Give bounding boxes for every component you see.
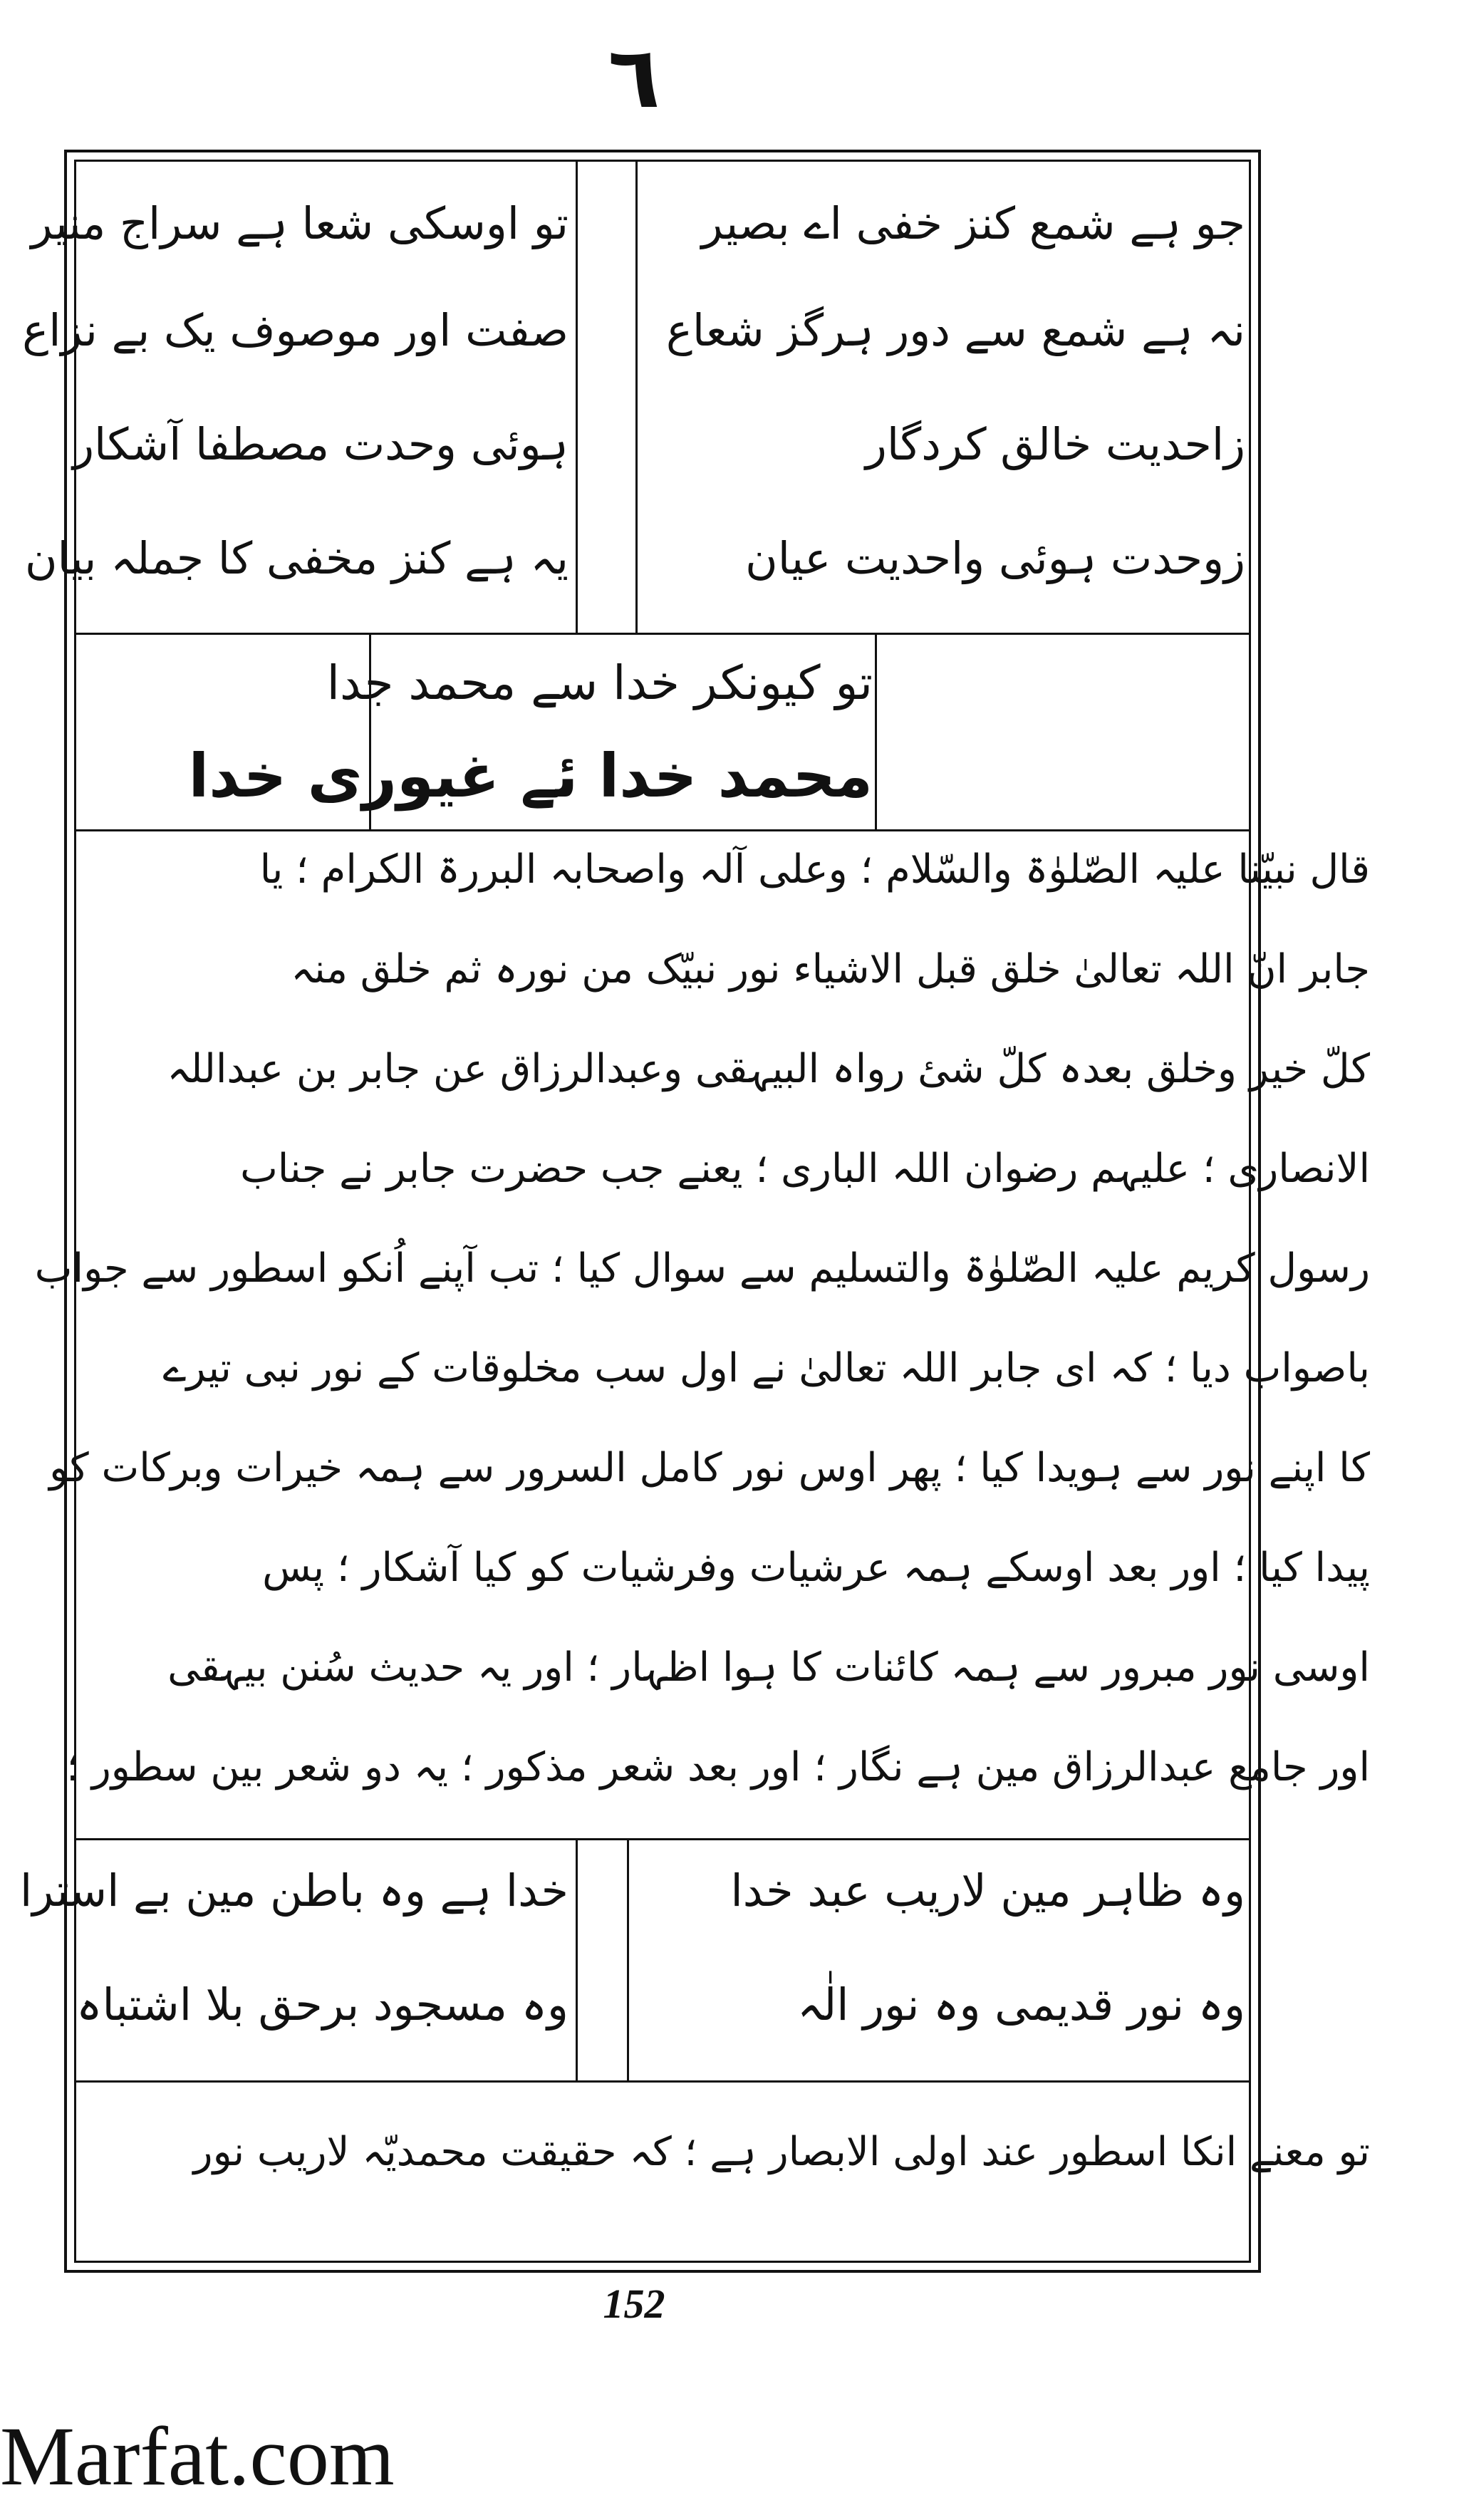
- column-divider-right: [635, 160, 638, 633]
- verse-line: ہوئی وحدت مصطفا آشکار: [73, 418, 568, 470]
- prose-line: اوسی نور مبرور سے ہمہ کائنات کا ہوا اظہار ؛ اور یہ حدیث سُنن بیہقی: [167, 1644, 1370, 1691]
- verse-line: جو ہے شمع کنز خفی اے بصیر: [701, 197, 1245, 249]
- prose-line: الانصاری ؛ علیہم رضوان اللہ الباری ؛ یعنے جب حضرت جابر نے جناب: [240, 1146, 1370, 1192]
- prose-line: جابر انّ اللہ تعالیٰ خلق قبل الاشیاء نور نبیّک من نورہ ثم خلق منہ: [291, 946, 1370, 992]
- verse-line: زاحدیت خالق کردگار: [865, 418, 1245, 470]
- prose-line: پیدا کیا ؛ اور بعد اوسکے ہمہ عرشیات وفرشیات کو کیا آشکار ؛ پس: [262, 1545, 1370, 1591]
- verse-line: وہ نور قدیمی وہ نور الٰہ: [797, 1979, 1245, 2031]
- prose-line: رسول کریم علیہ الصّلوٰۃ والتسلیم سے سوال کیا ؛ تب آپنے اُنکو اسطور سے جواب: [34, 1245, 1370, 1292]
- column-divider-left: [576, 160, 578, 633]
- verse-line: وہ ظاہر مین لاریب عبد خدا: [730, 1865, 1245, 1917]
- section-divider: [74, 1838, 1251, 1840]
- verse-line: زوحدت ہوئی واحدیت عیان: [745, 532, 1245, 584]
- prose-line: قال نبیّنا علیہ الصّلوٰۃ والسّلام ؛ وعلی آلہ واصحابہ البررۃ الکرام ؛ یا: [259, 846, 1370, 893]
- couplet-line-2: محمد خدا ئے غیوری خدا: [188, 741, 873, 811]
- verse-line: صفت اور موصوف یک بے نزاع: [22, 304, 568, 356]
- verse-line: خدا ہے وہ باطن مین بے استرا: [20, 1865, 568, 1917]
- column-divider-right: [627, 1838, 629, 2080]
- section-divider: [74, 2080, 1251, 2083]
- prose-line: کلّ خیر وخلق بعدہ کلّ شیٔ رواہ البیہقی وعبدالرزاق عن جابر بن عبداللہ: [167, 1046, 1370, 1092]
- verse-line: یہ ہے کنز مخفی کا جملہ بیان: [24, 532, 568, 584]
- verse-line: تو اوسکی شعا ہے سراج منیر: [31, 197, 568, 249]
- column-divider-left: [576, 1838, 578, 2080]
- section-divider: [74, 829, 1251, 831]
- verse-line: وہ مسجود برحق بلا اشتباہ: [76, 1979, 568, 2031]
- page-number-bottom: 152: [603, 2281, 665, 2327]
- prose-line: اور جامع عبدالرزاق مین ہے نگار ؛ اور بعد شعر مذکور ؛ یہ دو شعر بین سطور ؛: [66, 1744, 1370, 1790]
- couplet-line-1: تو کیونکر خدا سے محمد جدا: [326, 655, 873, 710]
- prose-line: کا اپنے نور سے ہویدا کیا ؛ پھر اوس نور کامل السرور سے ہمہ خیرات وبرکات کو: [49, 1445, 1370, 1491]
- page-border-inner: [20, 160, 1251, 2263]
- page-number-top: ٦: [608, 28, 660, 128]
- watermark: Marfat.com: [0, 2410, 395, 2503]
- closing-line: تو معنے انکا اسطور عند اولی الابصار ہے ؛ کہ حقیقت محمدیّہ لاریب نور: [193, 2129, 1370, 2175]
- couplet-box-right: [875, 633, 877, 829]
- section-divider: [74, 633, 1251, 635]
- prose-line: باصواب دیا ؛ کہ ای جابر اللہ تعالیٰ نے اول سب مخلوقات کے نور نبی تیرے: [162, 1345, 1370, 1391]
- verse-line: نہ ہے شمع سے دور ہرگز شعاع: [665, 304, 1245, 356]
